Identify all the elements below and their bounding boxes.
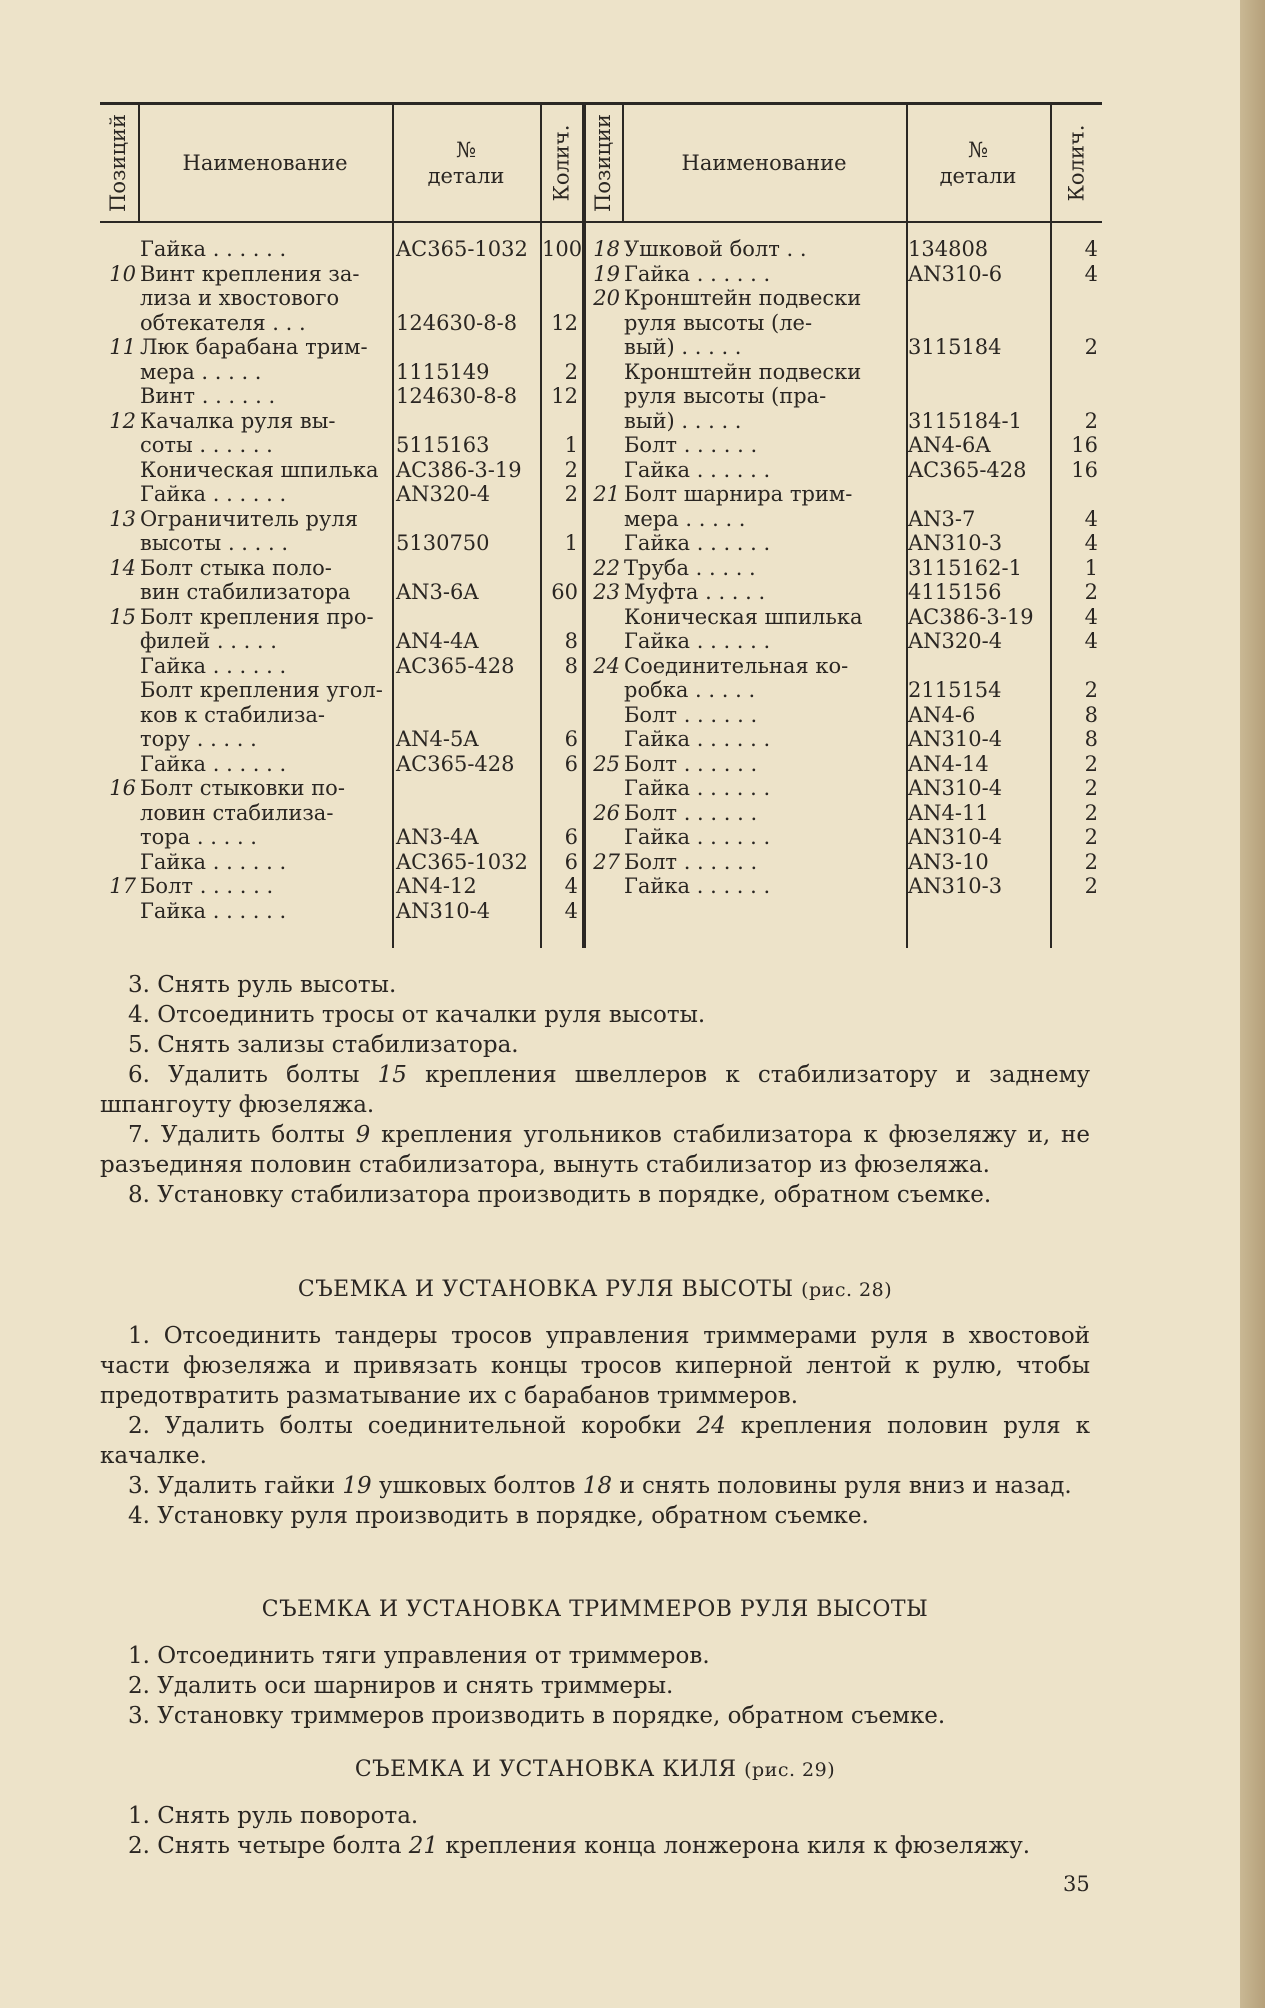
row-quantity: 4 (1084, 629, 1098, 653)
row-part-number: 134808 (908, 237, 989, 261)
s1-step-2: 2. Удалить болты соединительной коробки 24 крепления половин руля к качалке. (100, 1413, 1091, 1469)
row-part-number: AN4-11 (908, 800, 989, 825)
row-name: тору . . . . . (140, 727, 257, 751)
row-name: Гайка . . . . . . (140, 482, 287, 506)
s2-step-2: 2. Удалить оси шарниров и снять триммеры. (128, 1673, 674, 1699)
row-quantity: 8 (564, 629, 578, 653)
section-fin (100, 1755, 1090, 1861)
s2-step-3: 3. Установку триммеров производить в порядке, обратном съемке. (128, 1703, 946, 1729)
step-6: 6. Удалить болты 15 крепления швеллеров к стабилизатору и заднему шпангоуту фюзеляжа. (100, 1062, 1090, 1118)
row-quantity: 100 (542, 237, 583, 261)
row-name: Болт . . . . . . (624, 849, 758, 874)
row-name: Муфта . . . . . (624, 580, 766, 604)
row-position: 17 (109, 874, 136, 898)
row-name: Гайка . . . . . . (624, 261, 771, 286)
row-position: 25 (593, 751, 620, 776)
row-part-number: AC365-1032 (396, 237, 528, 261)
step-7: 7. Удалить болты 9 крепления угольников стабилизатора к фюзеляжу и, не разъединяя половин стабилизатора, вынуть стабилизатор из фюзеляжа. (100, 1122, 1090, 1178)
row-part-number: 124630-8-8 (396, 310, 518, 335)
table-header (100, 102, 1102, 223)
row-name: Болт . . . . . . (624, 800, 758, 825)
row-quantity: 4 (1084, 604, 1098, 629)
row-quantity: 2 (1084, 335, 1098, 359)
row-quantity: 2 (1084, 751, 1098, 776)
row-part-number: AN3-4A (396, 825, 479, 849)
row-part-number: AN310-6 (908, 261, 1003, 286)
row-name: филей . . . . . (140, 629, 277, 653)
row-quantity: 2 (1084, 849, 1098, 874)
row-position: 22 (593, 555, 620, 580)
row-quantity: 1 (564, 433, 578, 457)
row-part-number: AN3-6A (396, 580, 479, 604)
row-part-number: AN310-3 (908, 531, 1003, 555)
row-name: Гайка . . . . . . (624, 874, 771, 898)
row-part-number: AC386-3-19 (908, 604, 1034, 629)
row-quantity: 16 (1071, 433, 1098, 457)
row-quantity: 2 (1084, 874, 1098, 898)
row-part-number: 1115149 (396, 359, 490, 384)
row-name: вый) . . . . . (624, 408, 742, 433)
step-3: 3. Снять руль высоты. (128, 972, 397, 998)
row-name: Болт стыка поло- (140, 555, 332, 580)
row-part-number: AC386-3-19 (396, 457, 522, 482)
row-name: Гайка . . . . . . (624, 457, 771, 482)
row-quantity: 2 (1084, 800, 1098, 825)
row-quantity: 4 (564, 898, 578, 923)
s3-step-2: 2. Снять четыре болта 21 крепления конца лонжерона киля к фюзеляжу. (128, 1833, 1031, 1859)
row-name: Гайка . . . . . . (624, 776, 771, 800)
row-name: мера . . . . . (140, 359, 262, 384)
header-qty: Колич. (549, 124, 574, 202)
row-name: Гайка . . . . . . (624, 629, 771, 653)
row-name: ловин стабилиза- (140, 800, 334, 825)
row-name: тора . . . . . (140, 825, 257, 849)
row-name: Винт . . . . . . (140, 384, 276, 408)
s1-step-3: 3. Удалить гайки 19 ушковых болтов 18 и снять половины руля вниз и назад. (128, 1473, 1072, 1499)
row-name: мера . . . . . (624, 506, 746, 531)
row-position: 13 (109, 506, 136, 531)
page-number: 35 (1063, 1872, 1090, 1896)
row-name: Гайка . . . . . . (624, 531, 771, 555)
row-quantity: 8 (1084, 702, 1098, 727)
s2-step-1: 1. Отсоединить тяги управления от триммеров. (128, 1643, 710, 1669)
row-quantity: 2 (564, 359, 578, 384)
header-name-2: Наименование (681, 151, 847, 175)
row-name: Качалка руля вы- (140, 408, 336, 433)
header-pos: Позиций (106, 114, 130, 212)
row-name: Ушковой болт . . (624, 237, 807, 261)
row-position: 12 (109, 408, 136, 433)
row-name: Гайка . . . . . . (140, 237, 287, 261)
row-name: Болт стыковки по- (140, 776, 345, 800)
row-part-number: AN320-4 (396, 482, 491, 506)
row-part-number: AN310-4 (908, 727, 1003, 751)
row-quantity: 60 (551, 580, 578, 604)
row-quantity: 2 (1084, 408, 1098, 433)
row-quantity: 2 (1084, 825, 1098, 849)
row-position: 24 (593, 653, 620, 678)
row-quantity: 4 (1084, 261, 1098, 286)
row-name: Гайка . . . . . . (140, 653, 287, 678)
row-name: робка . . . . . (624, 678, 756, 702)
row-part-number: AN4-5A (396, 727, 479, 751)
section-title: СЪЕМКА И УСТАНОВКА РУЛЯ ВЫСОТЫ (рис. 28) (297, 1277, 893, 1302)
row-quantity: 6 (564, 825, 578, 849)
row-position: 26 (593, 800, 620, 825)
row-position: 20 (593, 286, 620, 310)
row-part-number: 2115154 (908, 678, 1002, 702)
row-quantity: 16 (1071, 457, 1098, 482)
row-quantity: 2 (1084, 580, 1098, 604)
row-part-number: AC365-1032 (396, 849, 528, 874)
row-name: Кронштейн подвески (624, 359, 862, 384)
header-pos-2: Позиции (591, 114, 615, 212)
row-part-number: AN310-4 (396, 898, 491, 923)
stabilizer-steps (100, 970, 1090, 1210)
row-name: Люк барабана трим- (140, 335, 368, 359)
row-part-number: AN4-14 (908, 751, 989, 776)
row-name: Соединительная ко- (624, 653, 849, 678)
row-name: Гайка . . . . . . (140, 751, 287, 776)
row-part-number: AN3-7 (908, 506, 976, 531)
row-name: Болт шарнира трим- (624, 482, 853, 506)
row-name: Болт . . . . . . (624, 702, 758, 727)
row-name: ков к стабилиза- (140, 702, 326, 727)
row-quantity: 2 (564, 457, 578, 482)
row-position: 10 (109, 261, 136, 286)
row-quantity: 6 (564, 727, 578, 751)
step-5: 5. Снять зализы стабилизатора. (128, 1032, 519, 1058)
row-quantity: 4 (564, 874, 578, 898)
row-position: 16 (109, 776, 136, 800)
row-position: 14 (109, 555, 136, 580)
row-quantity: 4 (1084, 237, 1098, 261)
step-8: 8. Установку стабилизатора производить в порядке, обратном съемке. (128, 1182, 992, 1208)
row-name: обтекателя . . . (140, 310, 306, 335)
row-quantity: 2 (1084, 776, 1098, 800)
row-position: 21 (593, 482, 620, 506)
row-part-number: 3115162-1 (908, 555, 1022, 580)
row-part-number: AN310-4 (908, 776, 1003, 800)
row-part-number: AN4-6 (908, 702, 976, 727)
row-part-number: 5115163 (396, 433, 490, 457)
row-quantity: 8 (564, 653, 578, 678)
row-name: Гайка . . . . . . (624, 825, 771, 849)
row-position: 18 (593, 237, 620, 261)
row-name: лиза и хвостового (140, 286, 340, 310)
row-part-number: 3115184-1 (908, 408, 1022, 433)
row-quantity: 2 (564, 482, 578, 506)
row-name: Кронштейн подвески (624, 286, 862, 310)
row-quantity: 12 (551, 384, 578, 408)
row-quantity: 1 (1084, 555, 1098, 580)
row-name: Гайка . . . . . . (624, 727, 771, 751)
row-quantity: 12 (551, 310, 578, 335)
section-elevator (100, 1275, 1090, 1531)
row-quantity: 4 (1084, 506, 1098, 531)
row-name: Винт крепления за- (140, 261, 360, 286)
row-name: Болт крепления угол- (140, 678, 383, 702)
row-part-number: AC365-428 (396, 751, 515, 776)
row-name: вин стабилизатора (140, 580, 351, 604)
step-4: 4. Отсоединить тросы от качалки руля высоты. (128, 1002, 706, 1028)
row-part-number: AC365-428 (908, 457, 1027, 482)
row-position: 11 (109, 335, 136, 359)
row-name: руля высоты (ле- (624, 310, 813, 335)
row-name: Болт . . . . . . (624, 433, 758, 457)
book-edge (1240, 0, 1265, 2008)
row-part-number: AN310-3 (908, 874, 1003, 898)
row-part-number: AC365-428 (396, 653, 515, 678)
table-body (100, 223, 1102, 948)
row-name: высоты . . . . . (140, 531, 289, 555)
section-title: СЪЕМКА И УСТАНОВКА ТРИММЕРОВ РУЛЯ ВЫСОТЫ (261, 1597, 929, 1622)
header-qty-2: Колич. (1064, 124, 1089, 202)
row-part-number: 124630-8-8 (396, 384, 518, 408)
row-part-number: 3115184 (908, 335, 1002, 359)
row-name: Болт . . . . . . (624, 751, 758, 776)
row-part-number: 5130750 (396, 531, 490, 555)
row-name: руля высоты (пра- (624, 384, 827, 408)
section-trimmers (100, 1595, 1090, 1731)
row-part-number: 4115156 (908, 580, 1002, 604)
s1-step-1: 1. Отсоединить тандеры тросов управления триммерами руля в хвостовой части фюзеляжа и привязать концы тросов киперной лентой к рулю, чтобы предотвратить разматывание их с барабанов триммеров. (100, 1323, 1090, 1409)
row-quantity: 1 (564, 531, 578, 555)
header-part-no-2: № детали (939, 138, 1017, 188)
header-part-no: № детали (427, 138, 505, 188)
row-name: Гайка . . . . . . (140, 849, 287, 874)
row-quantity: 6 (564, 849, 578, 874)
row-position: 23 (593, 580, 620, 604)
section-title: СЪЕМКА И УСТАНОВКА КИЛЯ (рис. 29) (354, 1757, 836, 1782)
row-part-number: AN3-10 (908, 849, 989, 874)
row-name: Болт . . . . . . (140, 874, 274, 898)
row-position: 19 (593, 261, 620, 286)
s3-step-1: 1. Снять руль поворота. (128, 1803, 419, 1829)
row-name: Ограничитель руля (140, 506, 358, 531)
header-name: Наименование (182, 151, 348, 175)
s1-step-4: 4. Установку руля производить в порядке, обратном съемке. (128, 1503, 869, 1529)
row-quantity: 6 (564, 751, 578, 776)
row-name: соты . . . . . . (140, 433, 273, 457)
row-position: 27 (593, 849, 620, 874)
row-name: Гайка . . . . . . (140, 898, 287, 923)
row-part-number: AN4-6A (908, 433, 991, 457)
row-name: вый) . . . . . (624, 335, 742, 359)
row-quantity: 8 (1084, 727, 1098, 751)
row-part-number: AN320-4 (908, 629, 1003, 653)
row-name: Коническая шпилька (624, 604, 863, 629)
row-position: 15 (109, 604, 136, 629)
row-name: Труба . . . . . (624, 555, 756, 580)
row-part-number: AN4-12 (396, 874, 477, 898)
row-name: Болт крепления про- (140, 604, 374, 629)
row-name: Коническая шпилька (140, 457, 379, 482)
row-part-number: AN4-4A (396, 629, 479, 653)
row-part-number: AN310-4 (908, 825, 1003, 849)
row-quantity: 4 (1084, 531, 1098, 555)
parts-table (100, 102, 1102, 948)
row-quantity: 2 (1084, 678, 1098, 702)
